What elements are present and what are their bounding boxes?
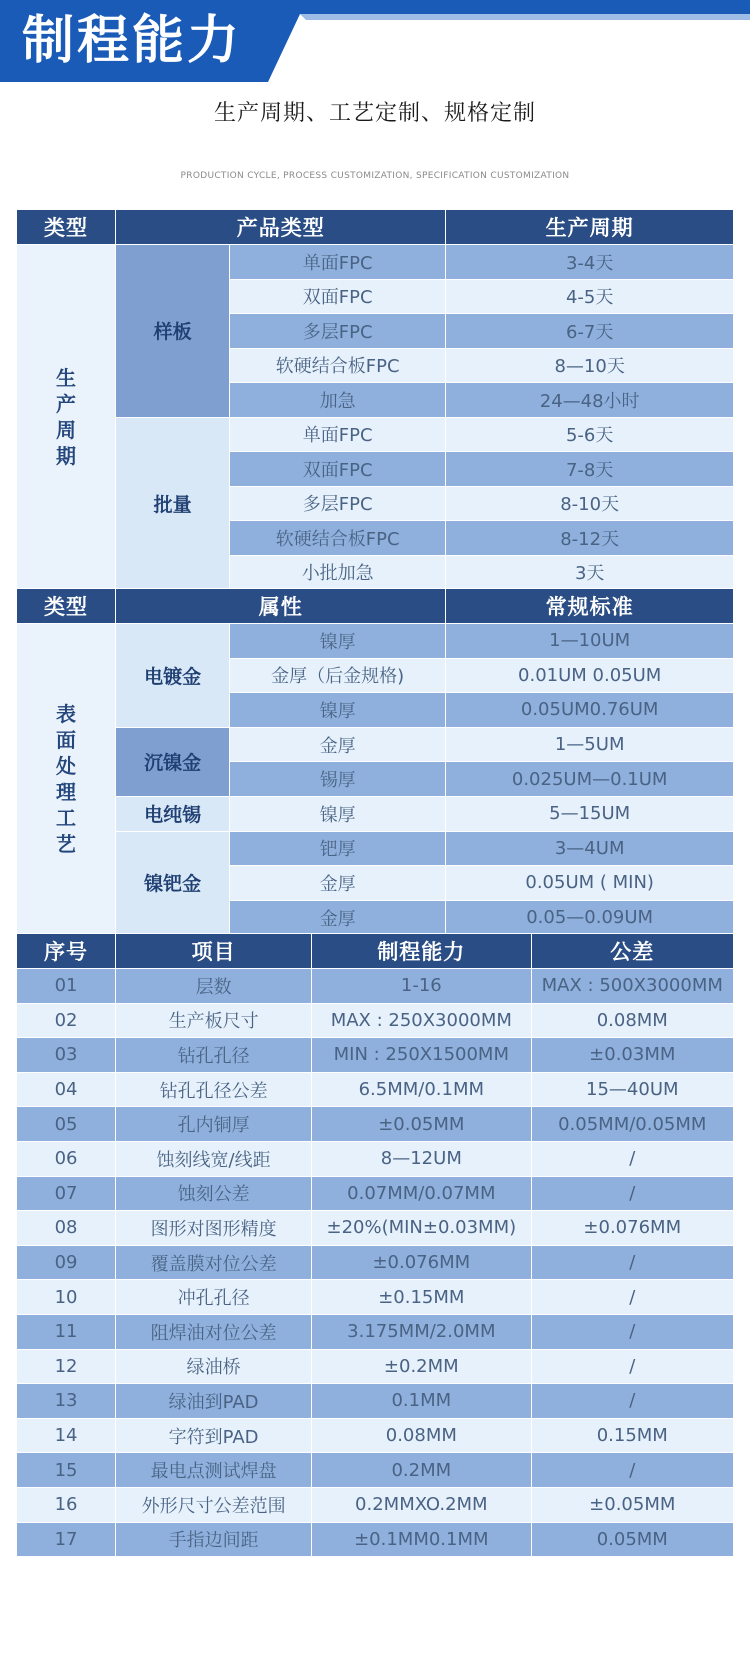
tolerance-cell: 0.15MM [531, 1418, 733, 1453]
tolerance-cell: / [531, 1141, 733, 1176]
tolerance-cell: 0.05MM/0.05MM [531, 1107, 733, 1142]
item-cell: 覆盖膜对位公差 [116, 1245, 312, 1280]
table-row [17, 1245, 734, 1280]
page-title: 制程能力 [22, 11, 243, 71]
header-period: 生产周期 [446, 210, 734, 245]
group-label: 镍钯金 [116, 831, 230, 935]
table-row [17, 1384, 734, 1419]
capability-cell: ±0.05MM [312, 1107, 531, 1142]
tolerance-cell: ±0.076MM [531, 1211, 733, 1246]
capability-cell: 0.1MM [312, 1384, 531, 1419]
attribute-cell: 金厚 [230, 866, 446, 901]
table-row [17, 1280, 734, 1315]
attribute-cell: 钯厚 [230, 831, 446, 866]
row-number-cell: 06 [17, 1141, 116, 1176]
product-type-cell: 加急 [230, 383, 446, 418]
product-type-cell: 多层FPC [230, 486, 446, 521]
row-number-cell: 03 [17, 1038, 116, 1073]
period-cell: 8—10天 [446, 348, 734, 383]
row-number-cell: 12 [17, 1349, 116, 1384]
item-cell: 字符到PAD [116, 1418, 312, 1453]
product-type-cell: 软硬结合板FPC [230, 521, 446, 556]
capability-cell: 0.2MMXO.2MM [312, 1487, 531, 1522]
attribute-cell: 镍厚 [230, 796, 446, 831]
tolerance-cell: / [531, 1176, 733, 1211]
standard-cell: 1—5UM [446, 727, 734, 762]
row-number-cell: 15 [17, 1453, 116, 1488]
group-label: 样板 [116, 245, 230, 418]
capability-cell: ±0.15MM [312, 1280, 531, 1315]
item-cell: 孔内铜厚 [116, 1107, 312, 1142]
period-cell: 5-6天 [446, 417, 734, 452]
table-row [17, 969, 734, 1004]
row-number-cell: 08 [17, 1211, 116, 1246]
table-row [17, 1453, 734, 1488]
table-row [17, 727, 734, 762]
table-header-row [17, 210, 734, 245]
table-row [17, 1141, 734, 1176]
tolerance-cell: / [531, 1280, 733, 1315]
product-type-cell: 双面FPC [230, 279, 446, 314]
standard-cell: 0.025UM—0.1UM [446, 762, 734, 797]
item-cell: 绿油桥 [116, 1349, 312, 1384]
attribute-cell: 金厚（后金规格) [230, 658, 446, 693]
item-cell: 外形尺寸公差范围 [116, 1487, 312, 1522]
product-type-cell: 单面FPC [230, 417, 446, 452]
capability-cell: 8—12UM [312, 1141, 531, 1176]
item-cell: 蚀刻线宽/线距 [116, 1141, 312, 1176]
row-number-cell: 10 [17, 1280, 116, 1315]
item-cell: 层数 [116, 969, 312, 1004]
period-cell: 8-10天 [446, 486, 734, 521]
item-cell: 绿油到PAD [116, 1384, 312, 1419]
table-row [17, 1487, 734, 1522]
group-label: 电镀金 [116, 624, 230, 728]
table-row [17, 1176, 734, 1211]
attribute-cell: 锡厚 [230, 762, 446, 797]
table-row [17, 1418, 734, 1453]
page-subtitle-en: PRODUCTION CYCLE, PROCESS CUSTOMIZATION, SPECIFICATION CUSTOMIZATION [180, 171, 570, 181]
table-row [17, 796, 734, 831]
attribute-cell: 镍厚 [230, 693, 446, 728]
attribute-cell: 金厚 [230, 727, 446, 762]
table-row [17, 1003, 734, 1038]
table-header-row [17, 589, 734, 624]
standard-cell: 1—10UM [446, 624, 734, 659]
header-type: 类型 [17, 210, 116, 245]
capability-cell: MIN : 250X1500MM [312, 1038, 531, 1073]
table-row [17, 1314, 734, 1349]
table-row [17, 831, 734, 866]
period-cell: 24—48小时 [446, 383, 734, 418]
capability-cell: 6.5MM/0.1MM [312, 1072, 531, 1107]
tolerance-cell: 0.08MM [531, 1003, 733, 1038]
product-type-cell: 双面FPC [230, 452, 446, 487]
attribute-cell: 金厚 [230, 900, 446, 935]
table-row [17, 417, 734, 452]
group-label: 电纯锡 [116, 796, 230, 831]
capability-cell: ±0.1MM0.1MM [312, 1522, 531, 1557]
period-cell: 6-7天 [446, 314, 734, 349]
row-number-cell: 05 [17, 1107, 116, 1142]
standard-cell: 5—15UM [446, 796, 734, 831]
header-item: 项目 [116, 934, 312, 969]
row-number-cell: 11 [17, 1314, 116, 1349]
row-number-cell: 09 [17, 1245, 116, 1280]
period-cell: 4-5天 [446, 279, 734, 314]
table-row [17, 1072, 734, 1107]
standard-cell: 0.05—0.09UM [446, 900, 734, 935]
row-number-cell: 14 [17, 1418, 116, 1453]
table-header-row [17, 934, 734, 969]
row-number-cell: 16 [17, 1487, 116, 1522]
row-number-cell: 02 [17, 1003, 116, 1038]
product-type-cell: 小批加急 [230, 555, 446, 590]
header-number: 序号 [17, 934, 116, 969]
item-cell: 阻焊油对位公差 [116, 1314, 312, 1349]
product-type-cell: 软硬结合板FPC [230, 348, 446, 383]
item-cell: 蚀刻公差 [116, 1176, 312, 1211]
standard-cell: 3—4UM [446, 831, 734, 866]
tolerance-cell: 0.05MM [531, 1522, 733, 1557]
table-row [17, 1038, 734, 1073]
tolerance-cell: ±0.03MM [531, 1038, 733, 1073]
table-row [17, 1211, 734, 1246]
capability-cell: 0.2MM [312, 1453, 531, 1488]
table-row [17, 624, 734, 659]
table-row [17, 245, 734, 280]
page-subtitle: 生产周期、工艺定制、规格定制 [213, 101, 536, 126]
capability-cell: ±0.076MM [312, 1245, 531, 1280]
capability-cell: MAX : 250X3000MM [312, 1003, 531, 1038]
attribute-cell: 镍厚 [230, 624, 446, 659]
header-capability: 制程能力 [312, 934, 531, 969]
period-cell: 8-12天 [446, 521, 734, 556]
period-cell: 3天 [446, 555, 734, 590]
header-attribute: 属性 [116, 589, 446, 624]
group-label: 批量 [116, 417, 230, 590]
tolerance-cell: / [531, 1349, 733, 1384]
tolerance-cell: / [531, 1245, 733, 1280]
capability-cell: 0.08MM [312, 1418, 531, 1453]
period-cell: 7-8天 [446, 452, 734, 487]
header-type: 类型 [17, 589, 116, 624]
tolerance-cell: / [531, 1384, 733, 1419]
table-row [17, 1107, 734, 1142]
row-number-cell: 13 [17, 1384, 116, 1419]
row-number-cell: 04 [17, 1072, 116, 1107]
capability-cell: 3.175MM/2.0MM [312, 1314, 531, 1349]
product-type-cell: 单面FPC [230, 245, 446, 280]
item-cell: 冲孔孔径 [116, 1280, 312, 1315]
item-cell: 生产板尺寸 [116, 1003, 312, 1038]
production-cycle-table [16, 209, 734, 590]
row-number-cell: 01 [17, 969, 116, 1004]
capability-cell: ±20%(MIN±0.03MM) [312, 1211, 531, 1246]
item-cell: 图形对图形精度 [116, 1211, 312, 1246]
tolerance-cell: 15—40UM [531, 1072, 733, 1107]
process-capability-table [16, 933, 734, 1557]
item-cell: 钻孔孔径 [116, 1038, 312, 1073]
category-label: 表面处理工艺 [17, 624, 116, 935]
standard-cell: 0.05UM ( MIN) [446, 866, 734, 901]
item-cell: 钻孔孔径公差 [116, 1072, 312, 1107]
period-cell: 3-4天 [446, 245, 734, 280]
group-label: 沉镍金 [116, 727, 230, 796]
tolerance-cell: ±0.05MM [531, 1487, 733, 1522]
row-number-cell: 07 [17, 1176, 116, 1211]
table-row [17, 1349, 734, 1384]
capability-cell: 1-16 [312, 969, 531, 1004]
tolerance-cell: / [531, 1453, 733, 1488]
standard-cell: 0.05UM0.76UM [446, 693, 734, 728]
header-product-type: 产品类型 [116, 210, 446, 245]
item-cell: 最电点测试焊盘 [116, 1453, 312, 1488]
product-type-cell: 多层FPC [230, 314, 446, 349]
header-tolerance: 公差 [531, 934, 733, 969]
standard-cell: 0.01UM 0.05UM [446, 658, 734, 693]
capability-cell: ±0.2MM [312, 1349, 531, 1384]
tolerance-cell: / [531, 1314, 733, 1349]
tolerance-cell: MAX : 500X3000MM [531, 969, 733, 1004]
table-row [17, 1522, 734, 1557]
item-cell: 手指边间距 [116, 1522, 312, 1557]
capability-cell: 0.07MM/0.07MM [312, 1176, 531, 1211]
row-number-cell: 17 [17, 1522, 116, 1557]
category-label: 生产周期 [17, 245, 116, 590]
header-standard: 常规标准 [446, 589, 734, 624]
surface-treatment-table [16, 588, 734, 935]
